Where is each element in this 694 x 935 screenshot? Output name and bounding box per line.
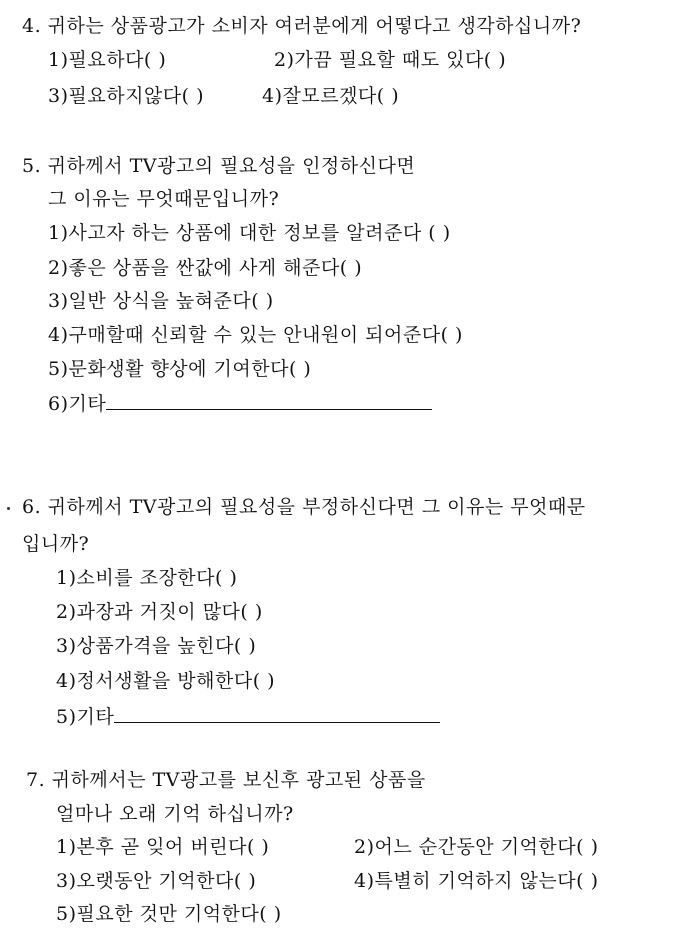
q5-option-6-label: 6)기타 <box>48 393 107 415</box>
q6-option-4: 4)정서생활을 방해한다( ) <box>56 670 276 692</box>
q7-option-2: 2)어느 순간동안 기억한다( ) <box>354 836 599 858</box>
q5-option-6 <box>48 391 432 416</box>
q5-option-3: 3)일반 상식을 높혀준다( ) <box>48 290 274 312</box>
q6-option-5 <box>56 704 440 729</box>
q6-answer-blank <box>114 704 440 723</box>
q4-option-3: 3)필요하지않다( ) <box>48 85 204 107</box>
q7-option-5: 5)필요한 것만 기억한다( ) <box>56 903 282 925</box>
q7-question-line1: 7. 귀하께서는 TV광고를 보신후 광고된 상품을 <box>26 769 426 791</box>
q6-question-line1: 6. 귀하께서 TV광고의 필요성을 부정하신다면 그 이유는 무엇때문 <box>22 496 586 518</box>
q5-question-line1: 5. 귀하께서 TV광고의 필요성을 인정하신다면 <box>22 155 416 177</box>
q6-option-1: 1)소비를 조장한다( ) <box>56 567 238 589</box>
q5-option-1: 1)사고자 하는 상품에 대한 정보를 알려준다 ( ) <box>48 222 451 244</box>
q6-option-5-label: 5)기타 <box>56 706 115 728</box>
q7-question-line2: 얼마나 오래 기억 하십니까? <box>56 803 294 825</box>
q7-option-4: 4)특별히 기억하지 않는다( ) <box>354 870 599 892</box>
q7-option-1: 1)본후 곧 잊어 버린다( ) <box>56 836 270 858</box>
margin-mark <box>7 507 10 510</box>
q5-option-2: 2)좋은 상품을 싼값에 사게 해준다( ) <box>48 257 363 279</box>
q6-option-3: 3)상품가격을 높힌다( ) <box>56 635 257 657</box>
q4-option-1: 1)필요하다( ) <box>48 49 167 71</box>
q4-option-4: 4)잘모르겠다( ) <box>262 85 400 107</box>
q6-question-line2: 입니까? <box>22 533 90 555</box>
q5-question-line2: 그 이유는 무엇때문입니까? <box>48 188 280 210</box>
q7-option-3: 3)오랫동안 기억한다( ) <box>56 870 257 892</box>
q5-option-5: 5)문화생활 향상에 기여한다( ) <box>48 358 312 380</box>
q5-option-4: 4)구매할때 신뢰할 수 있는 안내원이 되어준다( ) <box>48 324 463 346</box>
q5-answer-blank <box>106 391 432 410</box>
q4-question: 4. 귀하는 상품광고가 소비자 여러분에게 어떻다고 생각하십니까? <box>22 15 582 37</box>
q4-option-2: 2)가끔 필요할 때도 있다( ) <box>274 49 507 71</box>
q6-option-2: 2)과장과 거짓이 많다( ) <box>56 601 263 623</box>
